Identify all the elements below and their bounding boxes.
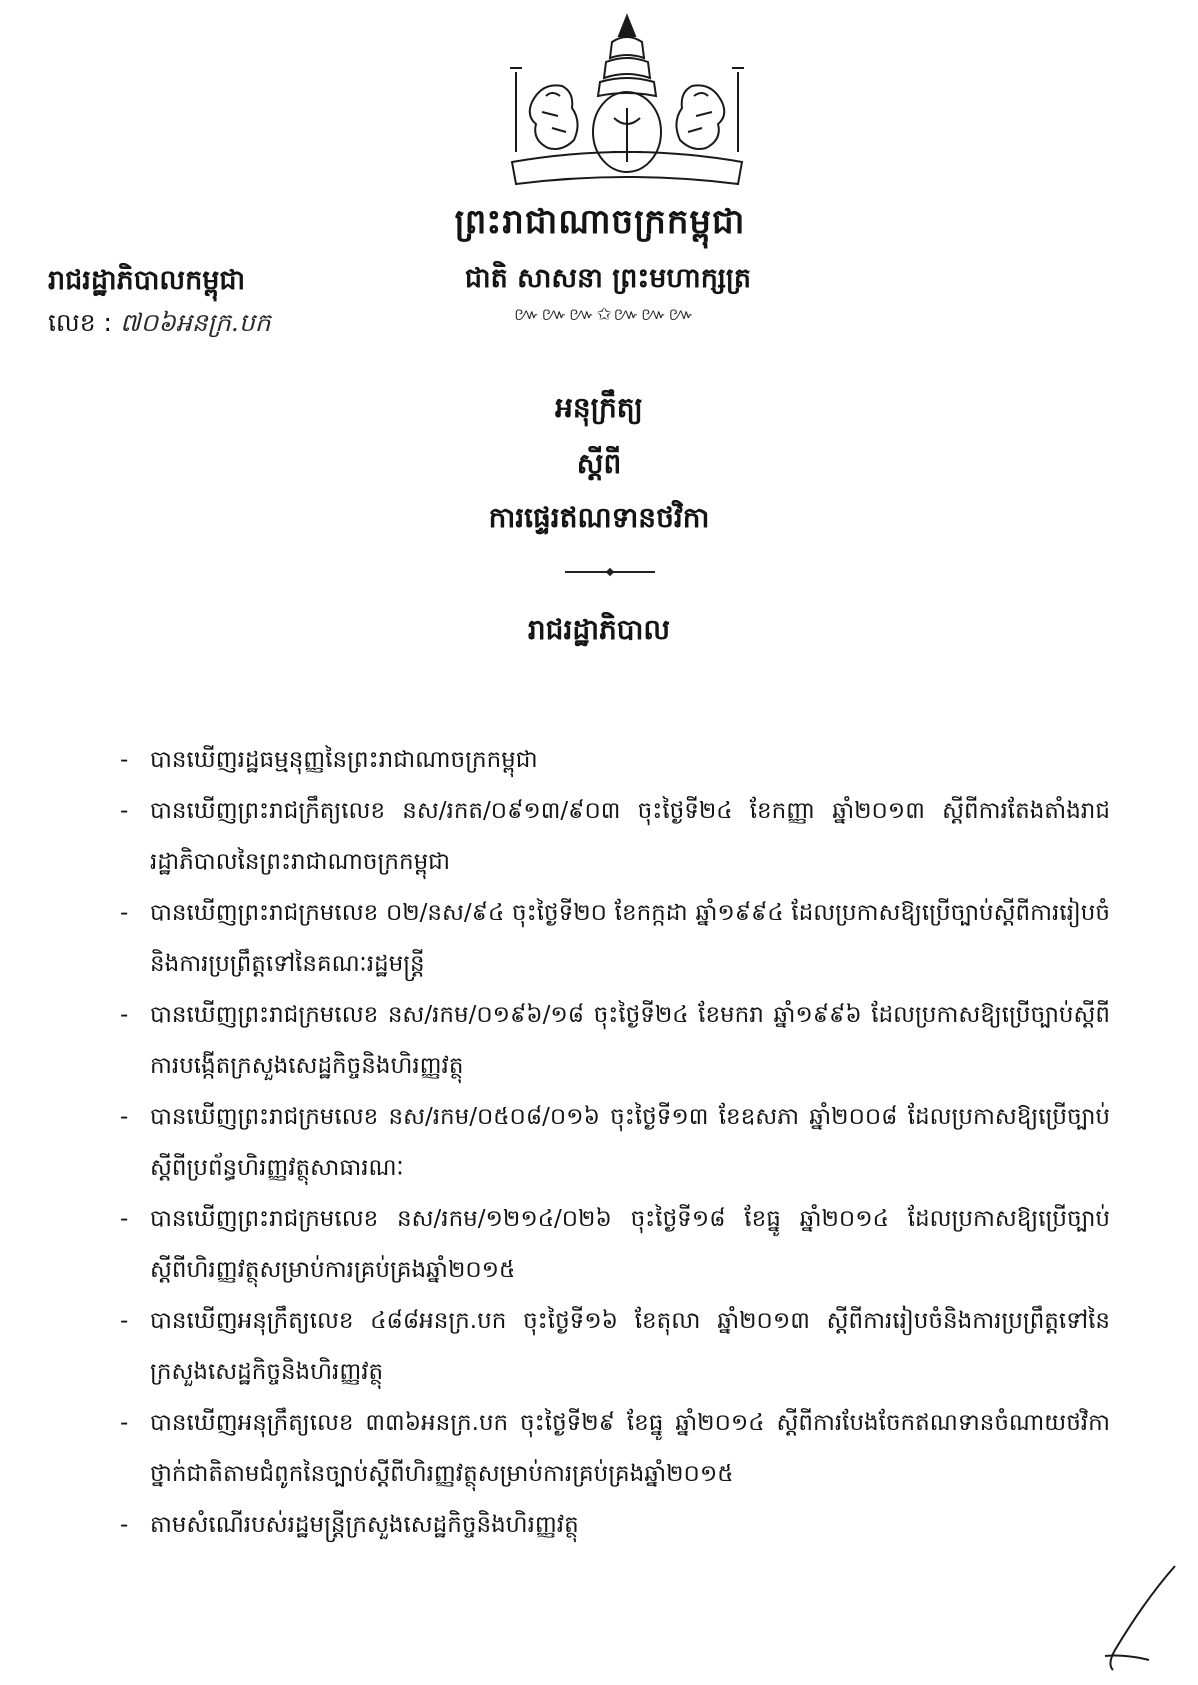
list-item: - បានឃើញអនុក្រឹត្យលេខ ៣៣៦អនក្រ.បក ចុះថ្ងៃទី២៩ ខែធ្នូ ឆ្នាំ២០១៤ ស្តីពីការបែងចែកឥណទានចំណាយថវិកាថ្នាក់ជាតិតាមជំពូកនៃច្បាប់ស្តីពីហិរញ្ញវត្ថុសម្រាប់ការគ្រប់គ្រងឆ្នាំ២០១៥ [120,1410,1110,1487]
royal-coat-of-arms-icon [502,12,752,197]
list-item: - បានឃើញព្រះរាជក្រឹត្យលេខ នស/រកត/០៩១៣/៩០៣ ចុះថ្ងៃទី២៤ ខែកញ្ញា ឆ្នាំ២០១៣ ស្តីពីការតែងតាំងរាជរដ្ឋាភិបាលនៃព្រះរាជាណាចក្រកម្ពុជា [120,798,1110,875]
document-type: អនុក្រឹត្យ [555,391,643,424]
issuer-heading: រាជរដ្ឋាភិបាល [527,613,671,646]
document-number-label: លេខ : [48,308,112,337]
title-divider [565,571,655,573]
national-motto: ជាតិ សាសនា ព្រះមហាក្សត្រ [464,263,752,294]
document-number-value: ៧០៦អនក្រ.បក [119,308,271,337]
motto-ornament: ៚៚៚✩៚៚៚ [513,304,696,325]
kingdom-name: ព្រះរាជាណាចក្រកម្ពុជា [454,202,746,242]
list-item: - បានឃើញរដ្ឋធម្មនុញ្ញនៃព្រះរាជាណាចក្រកម្ពុជា [120,747,538,773]
document-subject: ការផ្ទេរឥណទានថវិកា [488,501,710,534]
list-item: - បានឃើញព្រះរាជក្រមលេខ នស/រកម/០១៩៦/១៨ ចុះថ្ងៃទី២៤ ខែមករា ឆ្នាំ១៩៩៦ ដែលប្រកាសឱ្យប្រើច្បាប់ស្តីពីការបង្កើតក្រសួងសេដ្ឋកិច្ចនិងហិរញ្ញវត្ថុ [120,1002,1110,1079]
list-item: - បានឃើញព្រះរាជក្រមលេខ នស/រកម/០៥០៨/០១៦ ចុះថ្ងៃទី១៣ ខែឧសភា ឆ្នាំ២០០៨ ដែលប្រកាសឱ្យប្រើច្បាប់ស្តីពីប្រព័ន្ធហិរញ្ញវត្ថុសាធារណៈ [120,1104,1110,1181]
document-about: ស្តីពី [576,447,622,480]
document-number [48,308,271,344]
list-item: - បានឃើញព្រះរាជក្រមលេខ ០២/នស/៩៤ ចុះថ្ងៃទី២០ ខែកក្កដា ឆ្នាំ១៩៩៤ ដែលប្រកាសឱ្យប្រើច្បាប់ស្តីពីការរៀបចំនិងការប្រព្រឹត្តទៅនៃគណៈរដ្ឋមន្ត្រី [120,900,1110,977]
list-item: - តាមសំណើរបស់រដ្ឋមន្ត្រីក្រសួងសេដ្ឋកិច្ចនិងហិរញ្ញវត្ថុ [120,1512,579,1538]
handwritten-initial-mark [1085,1560,1185,1680]
issuing-government: រាជរដ្ឋាភិបាលកម្ពុជា [48,265,246,296]
list-item: - បានឃើញព្រះរាជក្រមលេខ នស/រកម/១២១៤/០២៦ ចុះថ្ងៃទី១៨ ខែធ្នូ ឆ្នាំ២០១៤ ដែលប្រកាសឱ្យប្រើច្បាប់ស្តីពីហិរញ្ញវត្ថុសម្រាប់ការគ្រប់គ្រងឆ្នាំ២០១៥ [120,1206,1110,1283]
considerations-list [120,735,1110,1551]
list-item: - បានឃើញអនុក្រឹត្យលេខ ៤៨៨អនក្រ.បក ចុះថ្ងៃទី១៦ ខែតុលា ឆ្នាំ២០១៣ ស្តីពីការរៀបចំនិងការប្រព្រឹត្តទៅនៃក្រសួងសេដ្ឋកិច្ចនិងហិរញ្ញវត្ថុ [120,1308,1110,1385]
